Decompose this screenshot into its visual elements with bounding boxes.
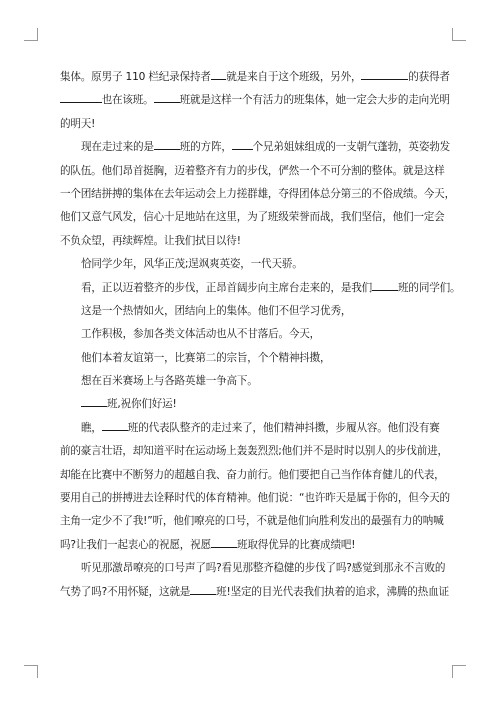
text-line: 却能在比赛中不断努力的超越自我、奋力前行。他们要把自己当作体育健儿的代表， [60,468,445,481]
text-line: 的队伍。他们昂首挺胸，迈着整齐有力的步伐，俨然一个不可分割的整体。就是这样 [60,164,445,177]
text-line: 他们本着友谊第一，比赛第二的宗旨，个个精神抖擞， [81,351,331,364]
text-line: 的明天! [60,117,96,130]
fill-in-blank [154,138,180,150]
fill-in-blank [361,68,408,80]
text-line: 瞧， 班的代表队整齐的走过来了，他们精神抖擞，步履从容。他们没有赛 [60,417,448,440]
text-line: 不负众望，再续辉煌。让我们拭目以待! [60,234,241,247]
fill-in-blank [211,68,227,80]
text-line: 看，正以迈着整齐的步伐，正昂首阔步向主席台走来的，是我们 班的同学们。 [60,277,448,300]
fill-in-blank [60,91,102,103]
text-line: 吗?让我们一起衷心的祝愿，祝愿 班取得优异的比赛成绩吧! [60,534,448,557]
text-line: 听见那激昂嘹亮的口号声了吗?看见那整齐稳健的步伐了吗?感觉到那永不言败的 [81,562,446,575]
text-line: 要用自己的拼搏进去诠释时代的体育精神。他们说：“也许昨天是属于你的，但今天的 [60,492,450,505]
text-line: 想在百米赛场上与各路英雄一争高下。 [81,375,258,388]
text-line: 主角一定少不了我!”听，他们嘹亮的口号，不就是他们向胜利发出的最强有力的呐喊 [60,515,444,528]
text-line: 气势了吗?不用怀疑，这就是 班!坚定的目光代表我们执着的追求，沸腾的热血证 [60,581,448,604]
text-line: 前的豪言壮语，却知道平时在运动场上轰轰烈烈;他们并不是时时以别人的步伐前进， [60,445,448,458]
fill-in-blank [102,419,128,431]
text-line: 也在该班。 班就是这样一个有活力的班集体，她一定会大步的走向光明 [60,89,448,112]
text-line: 恰同学少年，风华正茂;逞飒爽英姿，一代天骄。 [81,258,303,271]
text-line: 这是一个热情如火，团结向上的集体。他们不但学习优秀， [81,304,352,317]
text-line: 现在走过来的是 班的方阵， 个兄弟姐妹组成的一支朝气蓬勃，英姿勃发 [60,136,448,159]
document-body [60,66,461,604]
text-line: 班,祝你们好运! [60,393,448,416]
text-line: 集体。原男子 110 栏纪录保持者 就是来自于这个班级，另外， 的获得者 [60,66,448,89]
fill-in-blank [81,395,107,407]
text-line: 他们又意气风发，信心十足地站在这里，为了班级荣誉而战，我们坚信，他们一定会 [60,211,445,224]
fill-in-blank [372,279,398,291]
fill-in-blank [154,91,180,103]
fill-in-blank [190,583,216,595]
fill-in-blank [211,536,237,548]
fill-in-blank [232,138,253,150]
text-line: 工作积极，参加各类文体活动也从不甘落后。今天， [81,328,321,341]
text-line: 一个团结拼搏的集体在去年运动会上力搓群雄，夺得团体总分第三的不俗成绩。今天， [60,187,455,200]
